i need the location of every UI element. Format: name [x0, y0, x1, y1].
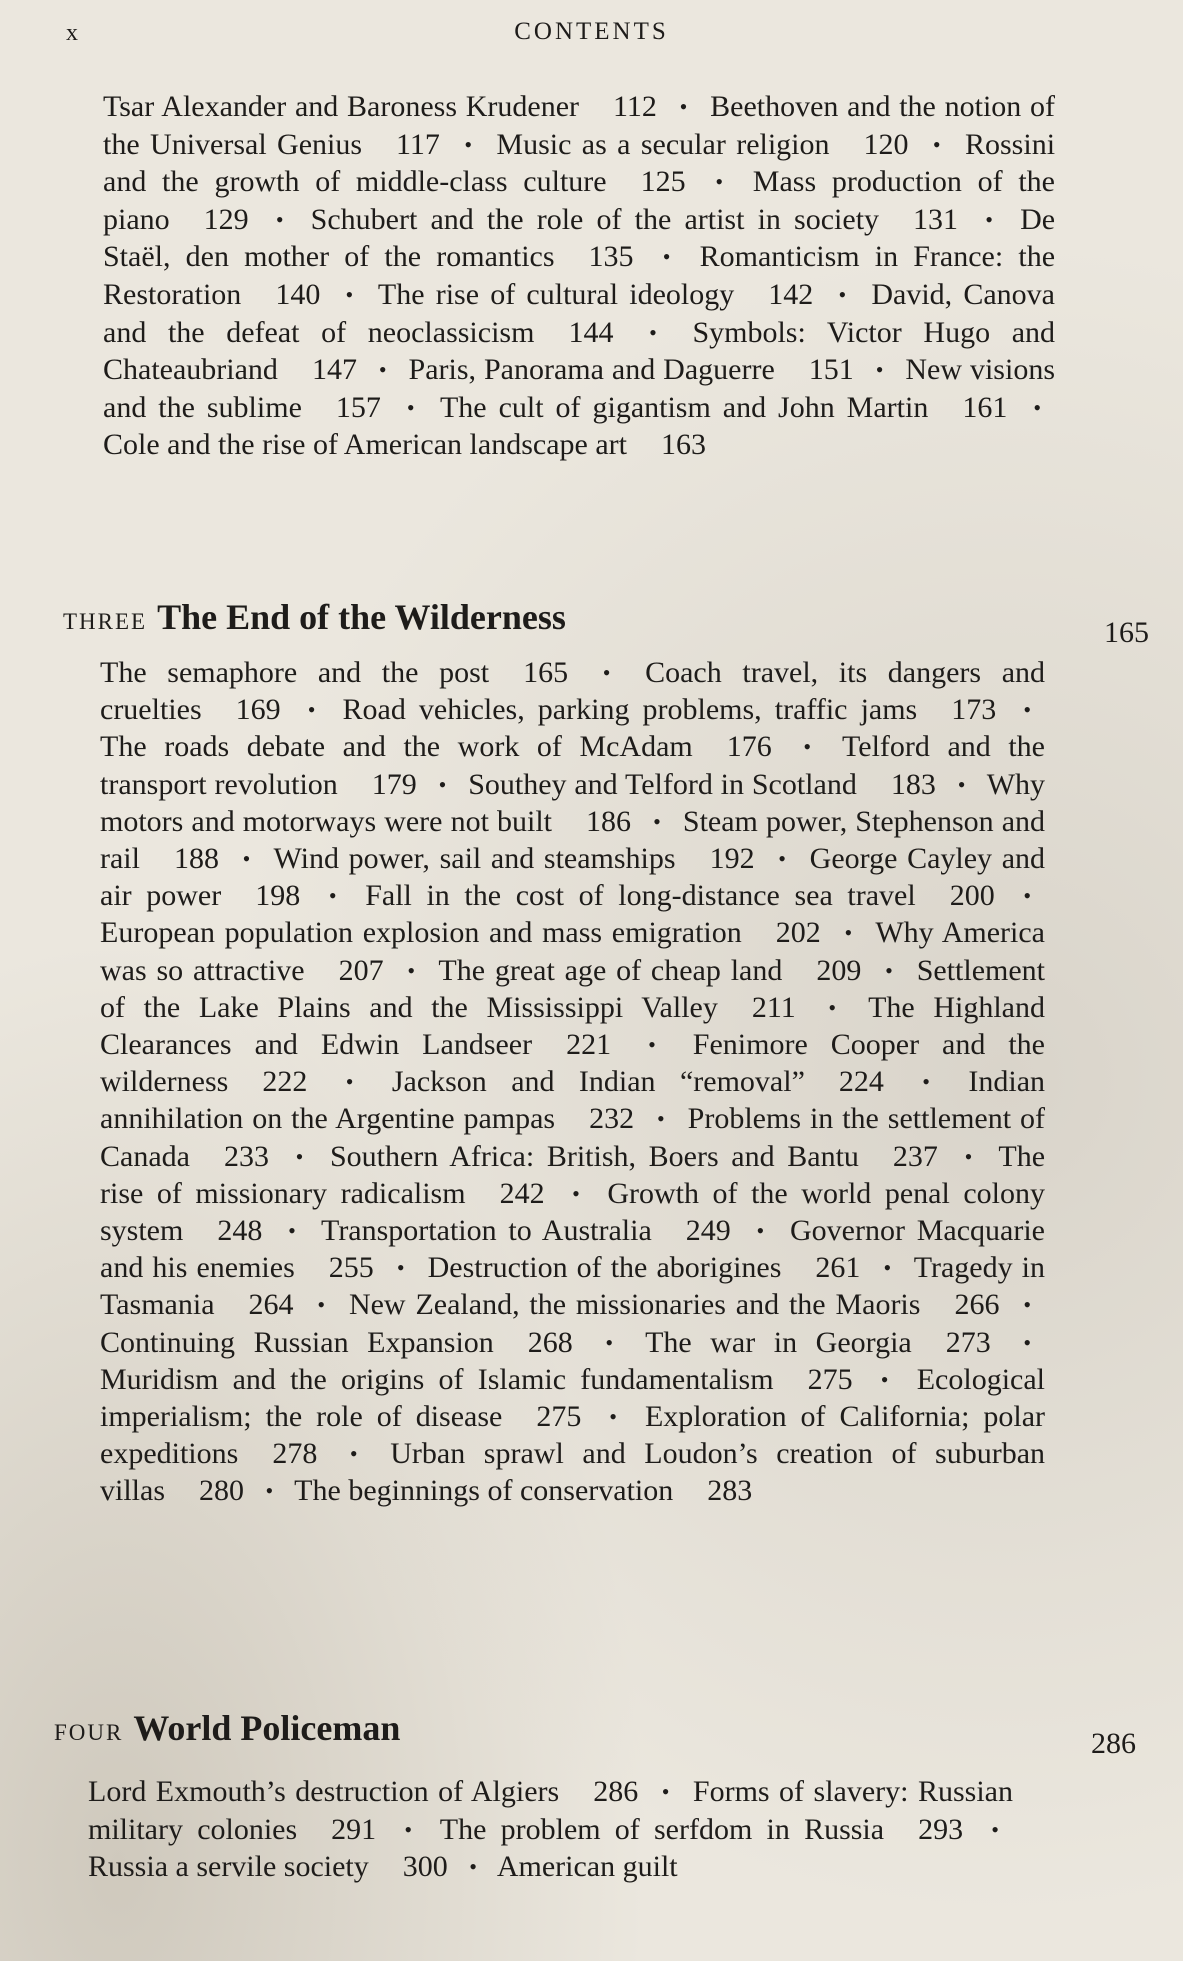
- entry-page-number: 209: [816, 953, 862, 987]
- entry-page-number: 275: [807, 1362, 853, 1396]
- bullet-separator: •: [469, 1854, 477, 1879]
- entry-title: Southern Africa: British, Boers and Bantu: [329, 1139, 859, 1173]
- bullet-separator: •: [648, 1032, 656, 1058]
- entry-page-number: 232: [589, 1102, 635, 1136]
- bullet-separator: •: [756, 1218, 765, 1244]
- contents-entry: [88, 1850, 448, 1883]
- contents-entry: [88, 1775, 638, 1808]
- entry-page-number: 157: [335, 390, 381, 424]
- contents-entry: [100, 1363, 853, 1396]
- chapter-heading-three: [63, 596, 566, 638]
- entry-title: The semaphore and the post: [100, 656, 490, 689]
- contents-entry: [378, 278, 813, 311]
- entry-page-number: 163: [660, 428, 706, 462]
- bullet-separator: •: [875, 357, 884, 383]
- entry-title: Transportation to Australia: [321, 1214, 652, 1248]
- bullet-separator: •: [662, 244, 671, 270]
- entry-title: Russia a servile society: [88, 1850, 369, 1883]
- bullet-separator: •: [345, 281, 354, 307]
- entry-page-number: 221: [566, 1028, 612, 1062]
- entry-title: The rise of cultural ideology: [377, 277, 735, 311]
- entry-title: Beethoven and the notion of the Universal Genius: [103, 90, 1056, 161]
- entry-page-number: 147: [311, 353, 357, 387]
- entry-title: Continuing Russian Expansion: [100, 1325, 494, 1359]
- bullet-separator: •: [464, 131, 473, 157]
- bullet-separator: •: [438, 771, 447, 797]
- bullet-separator: •: [265, 1478, 274, 1504]
- entry-title: The war in Georgia: [645, 1325, 912, 1359]
- chapter-page-number: 286: [1091, 1727, 1136, 1760]
- entry-page-number: 283: [707, 1474, 753, 1508]
- entry-page-number: 275: [536, 1400, 582, 1434]
- entry-title: Rossini and the growth of middle-class culture: [103, 127, 1056, 199]
- entry-page-number: 165: [523, 656, 569, 689]
- bullet-separator: •: [1023, 1292, 1032, 1318]
- running-head: CONTENTS: [514, 18, 669, 45]
- entry-page-number: 179: [371, 767, 417, 801]
- entry-page-number: 222: [262, 1065, 308, 1099]
- bullet-separator: •: [883, 1255, 892, 1281]
- contents-entry: [365, 879, 995, 912]
- bullet-separator: •: [778, 846, 786, 872]
- entry-page-number: 224: [838, 1065, 884, 1099]
- contents-entry: [645, 1326, 991, 1359]
- bullet-separator: •: [653, 808, 661, 834]
- contents-block-chapter-three: [100, 654, 1045, 1510]
- bullet-separator: •: [275, 206, 284, 232]
- entry-title: Growth of the world penal colony system: [100, 1176, 1045, 1248]
- contents-entry: [103, 428, 706, 461]
- bullet-separator: •: [657, 1106, 665, 1132]
- bullet-separator: •: [406, 394, 415, 420]
- bullet-separator: •: [605, 1329, 614, 1355]
- entry-title: American guilt: [496, 1850, 678, 1883]
- entry-page-number: 286: [593, 1775, 639, 1808]
- entry-page-number: 140: [275, 277, 321, 311]
- bullet-separator: •: [828, 994, 837, 1020]
- bullet-separator: •: [378, 357, 387, 383]
- bullet-separator: •: [964, 1143, 973, 1169]
- bullet-separator: •: [396, 1255, 405, 1281]
- contents-entry: [468, 768, 936, 801]
- entry-title: New Zealand, the missionaries and the Maoris: [348, 1288, 921, 1322]
- entry-page-number: 266: [954, 1288, 1000, 1322]
- entry-title: Mass production of the piano: [103, 165, 1055, 236]
- entry-page-number: 233: [223, 1139, 269, 1173]
- entry-page-number: 237: [892, 1139, 938, 1173]
- contents-entry: [321, 1214, 731, 1247]
- contents-entry: [343, 693, 997, 726]
- bullet-separator: •: [649, 319, 657, 345]
- contents-entry: [409, 353, 854, 386]
- entry-page-number: 186: [586, 804, 631, 838]
- contents-entry: [100, 656, 568, 689]
- bullet-separator: •: [317, 1292, 326, 1318]
- entry-page-number: 255: [328, 1251, 374, 1285]
- entry-title: The rise of missionary radicalism: [100, 1139, 1046, 1210]
- entry-title: Muridism and the origins of Islamic fundamentalism: [100, 1362, 774, 1396]
- contents-entry: [392, 1065, 884, 1098]
- entry-title: The beginnings of conservation: [294, 1474, 674, 1508]
- entry-title: Why motors and motorways were not built: [100, 767, 1046, 838]
- entry-title: Coach travel, its dangers and cruelties: [100, 656, 1046, 727]
- entry-page-number: 280: [199, 1474, 244, 1508]
- contents-entry: [496, 128, 908, 161]
- entry-page-number: 135: [588, 240, 634, 274]
- entry-page-number: 125: [640, 165, 686, 199]
- entry-title: Why America was so attractive: [100, 916, 1046, 987]
- contents-block-chapter-four: [88, 1773, 1013, 1886]
- bullet-separator: •: [838, 281, 847, 307]
- chapter-number: THREE: [63, 609, 148, 634]
- chapter-title: World Policeman: [133, 1708, 401, 1748]
- entry-title: The cult of gigantism and John Martin: [439, 390, 929, 424]
- entry-page-number: 211: [751, 990, 796, 1024]
- contents-entry: [100, 1326, 573, 1359]
- bullet-separator: •: [880, 1366, 889, 1392]
- entry-page-number: 273: [945, 1325, 991, 1359]
- entry-page-number: 151: [808, 353, 854, 387]
- bullet-separator: •: [661, 1779, 670, 1804]
- entry-title: Romanticism in France: the Restoration: [103, 240, 1056, 311]
- entry-title: De Staël, den mother of the romantics: [103, 202, 1056, 274]
- entry-title: Symbols: Victor Hugo and Chateaubriand: [103, 315, 1056, 387]
- contents-entry: [103, 90, 657, 123]
- entry-title: Tragedy in Tasmania: [100, 1251, 1046, 1322]
- entry-page-number: 293: [918, 1812, 964, 1846]
- entry-title: Urban sprawl and Loudon’s creation of suburban villas: [100, 1437, 1046, 1508]
- entry-page-number: 169: [235, 693, 281, 727]
- entry-title: The problem of serfdom in Russia: [439, 1812, 885, 1846]
- bullet-separator: •: [349, 1441, 358, 1467]
- chapter-title: The End of the Wilderness: [157, 597, 566, 637]
- entry-title: George Cayley and air power: [100, 842, 1046, 913]
- entry-page-number: 117: [396, 127, 440, 161]
- contents-entry: [330, 1140, 938, 1173]
- page-number-roman: x: [66, 20, 79, 46]
- entry-title: David, Canova and the defeat of neoclassicism: [103, 277, 1055, 349]
- entry-page-number: 300: [402, 1850, 448, 1883]
- bullet-separator: •: [288, 1218, 296, 1244]
- contents-entry: [100, 916, 821, 949]
- entry-title: Schubert and the role of the artist in society: [310, 202, 880, 236]
- contents-entry: [294, 1474, 752, 1507]
- bullet-separator: •: [957, 771, 966, 797]
- entry-page-number: 242: [499, 1176, 545, 1210]
- entry-page-number: 202: [775, 916, 821, 950]
- entry-page-number: 142: [768, 277, 814, 311]
- bullet-separator: •: [307, 697, 316, 723]
- entry-title: Problems in the settlement of Canada: [100, 1102, 1046, 1173]
- entry-title: Southey and Telford in Scotland: [468, 767, 857, 801]
- bullet-separator: •: [609, 1404, 617, 1430]
- entry-page-number: 112: [613, 90, 657, 123]
- entry-title: Lord Exmouth’s destruction of Algiers: [88, 1775, 560, 1808]
- entry-title: Steam power, Stephenson and rail: [100, 804, 1046, 876]
- contents-entry: [274, 842, 755, 875]
- bullet-separator: •: [328, 883, 337, 909]
- entry-page-number: 264: [248, 1288, 294, 1322]
- chapter-heading-four: [54, 1707, 400, 1749]
- entry-title: New visions and the sublime: [103, 353, 1055, 424]
- entry-title: Ecological imperialism; the role of disease: [100, 1362, 1046, 1434]
- entry-page-number: 131: [913, 202, 959, 236]
- bullet-separator: •: [572, 1180, 580, 1206]
- entry-title: Music as a secular religion: [496, 127, 830, 161]
- entry-title: The great age of cheap land: [438, 953, 783, 987]
- bullet-separator: •: [991, 1816, 999, 1842]
- entry-title: Telford and the transport revolution: [100, 730, 1045, 801]
- entry-title: Fenimore Cooper and the wilderness: [100, 1028, 1046, 1099]
- entry-title: Paris, Panorama and Daguerre: [408, 353, 775, 387]
- entry-title: The Highland Clearances and Edwin Landseer: [100, 990, 1045, 1062]
- contents-entry: [311, 203, 958, 236]
- bullet-separator: •: [1023, 1329, 1032, 1355]
- bullet-separator: •: [1023, 697, 1032, 723]
- entry-title: Wind power, sail and steamships: [273, 842, 676, 876]
- entry-page-number: 278: [272, 1437, 318, 1471]
- bullet-separator: •: [932, 131, 941, 157]
- contents-entry: [349, 1288, 1000, 1321]
- bullet-separator: •: [404, 1816, 413, 1842]
- contents-entry: [100, 730, 772, 763]
- contents-entry: [440, 1813, 963, 1846]
- entry-page-number: 144: [568, 315, 614, 349]
- bullet-separator: •: [295, 1143, 304, 1169]
- entry-title: Forms of slavery: Russian military colonies: [88, 1775, 1013, 1846]
- bullet-separator: •: [345, 1069, 354, 1095]
- bullet-separator: •: [803, 734, 812, 760]
- contents-block-continued: [103, 88, 1055, 464]
- entry-title: The roads debate and the work of McAdam: [100, 730, 693, 764]
- entry-page-number: 129: [203, 202, 249, 236]
- bullet-separator: •: [985, 206, 993, 232]
- entry-title: European population explosion and mass emigration: [100, 916, 742, 950]
- bullet-separator: •: [679, 94, 688, 119]
- entry-title: Tsar Alexander and Baroness Krudener: [103, 90, 580, 123]
- entry-title: Fall in the cost of long-distance sea travel: [365, 879, 916, 913]
- entry-title: Jackson and Indian “removal”: [391, 1065, 805, 1099]
- contents-entry: [428, 1251, 861, 1284]
- entry-page-number: 161: [962, 390, 1008, 424]
- entry-page-number: 261: [815, 1251, 861, 1285]
- entry-title: Indian annihilation on the Argentine pampas: [100, 1065, 1046, 1136]
- bullet-separator: •: [885, 957, 893, 983]
- bullet-separator: •: [715, 169, 724, 195]
- entry-page-number: 249: [685, 1214, 731, 1248]
- bullet-separator: •: [407, 957, 416, 983]
- entry-page-number: 207: [338, 953, 384, 987]
- entry-page-number: 176: [726, 730, 772, 764]
- entry-page-number: 268: [527, 1325, 573, 1359]
- bullet-separator: •: [242, 846, 251, 872]
- bullet-separator: •: [844, 920, 853, 946]
- contents-entry: [440, 391, 1007, 424]
- entry-page-number: 173: [951, 693, 997, 727]
- entry-page-number: 198: [255, 879, 301, 913]
- entry-title: Cole and the rise of American landscape art: [103, 428, 627, 462]
- bullet-separator: •: [922, 1069, 930, 1095]
- entry-page-number: 248: [217, 1214, 263, 1248]
- entry-title: Governor Macquarie and his enemies: [100, 1214, 1045, 1285]
- entry-page-number: 120: [863, 127, 909, 161]
- bullet-separator: •: [1023, 883, 1032, 909]
- entry-title: Settlement of the Lake Plains and the Mississippi Valley: [100, 953, 1046, 1024]
- entry-page-number: 291: [331, 1812, 377, 1846]
- entry-title: Road vehicles, parking problems, traffic jams: [342, 693, 918, 727]
- chapter-number: FOUR: [54, 1720, 124, 1745]
- bullet-separator: •: [602, 660, 611, 685]
- chapter-page-number: 165: [1104, 616, 1149, 649]
- contents-entry: [438, 954, 861, 987]
- entry-page-number: 192: [709, 842, 755, 876]
- contents-entry: [497, 1850, 678, 1883]
- entry-page-number: 188: [173, 842, 219, 876]
- bullet-separator: •: [1033, 394, 1042, 420]
- entry-title: Exploration of California; polar expeditions: [100, 1400, 1046, 1471]
- entry-title: Destruction of the aborigines: [427, 1251, 782, 1285]
- entry-page-number: 183: [890, 767, 936, 801]
- entry-page-number: 200: [949, 879, 995, 913]
